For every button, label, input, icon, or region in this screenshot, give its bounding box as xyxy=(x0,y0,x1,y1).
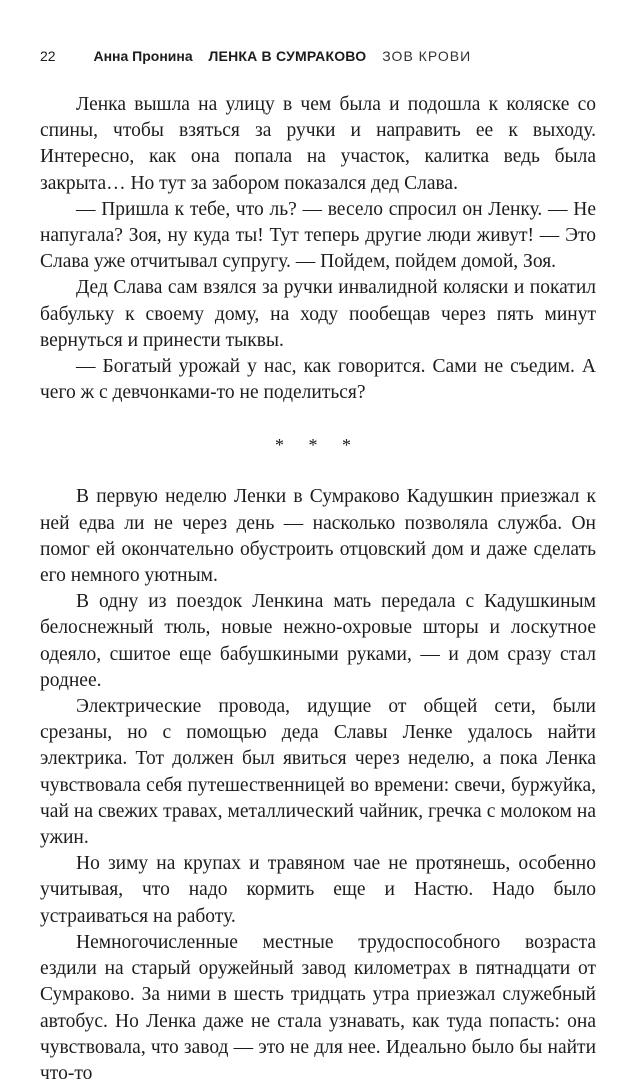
running-header xyxy=(40,48,586,70)
paragraph: — Пришла к тебе, что ль? — весело спросил он Ленку. — Не напугала? Зоя, ну куда ты! Тут теперь другие люди живут! — Это Слава уже отчитывал супругу. — Пойдем, пойдем домой, Зоя. xyxy=(40,198,596,273)
paragraph: Немногочисленные местные трудоспособного возраста ездили на старый оружейный завод километрах в пятнадцати от Сумраково. За ними в шесть тридцать утра приезжал служебный автобус. Но Ленка даже не стала узнавать, как туда попасть: она чувствовала, что завод — это не для нее. Идеально было бы найти что-то xyxy=(40,931,596,1084)
page-number: 22 xyxy=(40,48,56,64)
paragraph: Но зиму на крупах и травяном чае не протянешь, особенно учитывая, что надо кормить еще и Настю. Надо было устраиваться на работу. xyxy=(40,853,596,927)
paragraph: Ленка вышла на улицу в чем была и подошла к коляске со спины, чтобы взяться за ручки и направить ее к выходу. Интересно, как она попала на участок, калитка ведь была закрыта… Но тут за забором показался дед Слава. xyxy=(40,94,596,194)
paragraph: В первую неделю Ленки в Сумраково Кадушкин приезжал к ней едва ли не через день — насколько позволяла служба. Он помог ей окончательно обустроить отцовский дом и даже сделать его немного уютным. xyxy=(40,486,596,587)
page-body xyxy=(40,92,596,1087)
author-name: Анна Пронина xyxy=(93,48,193,64)
series-title: ЗОВ КРОВИ xyxy=(382,48,472,64)
book-title: ЛЕНКА В СУМРАКОВО xyxy=(208,48,367,64)
paragraph: Дед Слава сам взялся за ручки инвалидной коляски и покатил бабульку к своему дому, на ходу пообещав через пять минут вернуться и принести тыквы. xyxy=(40,277,596,351)
paragraph: Электрические провода, идущие от общей сети, были срезаны, но с помощью деда Славы Ленке удалось найти электрика. Тот должен был явиться через неделю, а пока Ленка чувствовала себя путешественницей во времени: свечи, буржуйка, чай на свежих травах, металлический чайник, гречка с молоком на ужин. xyxy=(40,696,596,849)
scene-break: * * * xyxy=(275,435,361,456)
paragraph: В одну из поездок Ленкина мать передала с Кадушкиным белоснежный тюль, новые нежно-охровые шторы и лоскутное одеяло, сшитое еще бабушкиными руками, — и дом сразу стал роднее. xyxy=(40,591,596,691)
paragraph: — Богатый урожай у нас, как говорится. Сами не съедим. А чего ж с девчонками-то не поделиться? xyxy=(40,356,596,404)
